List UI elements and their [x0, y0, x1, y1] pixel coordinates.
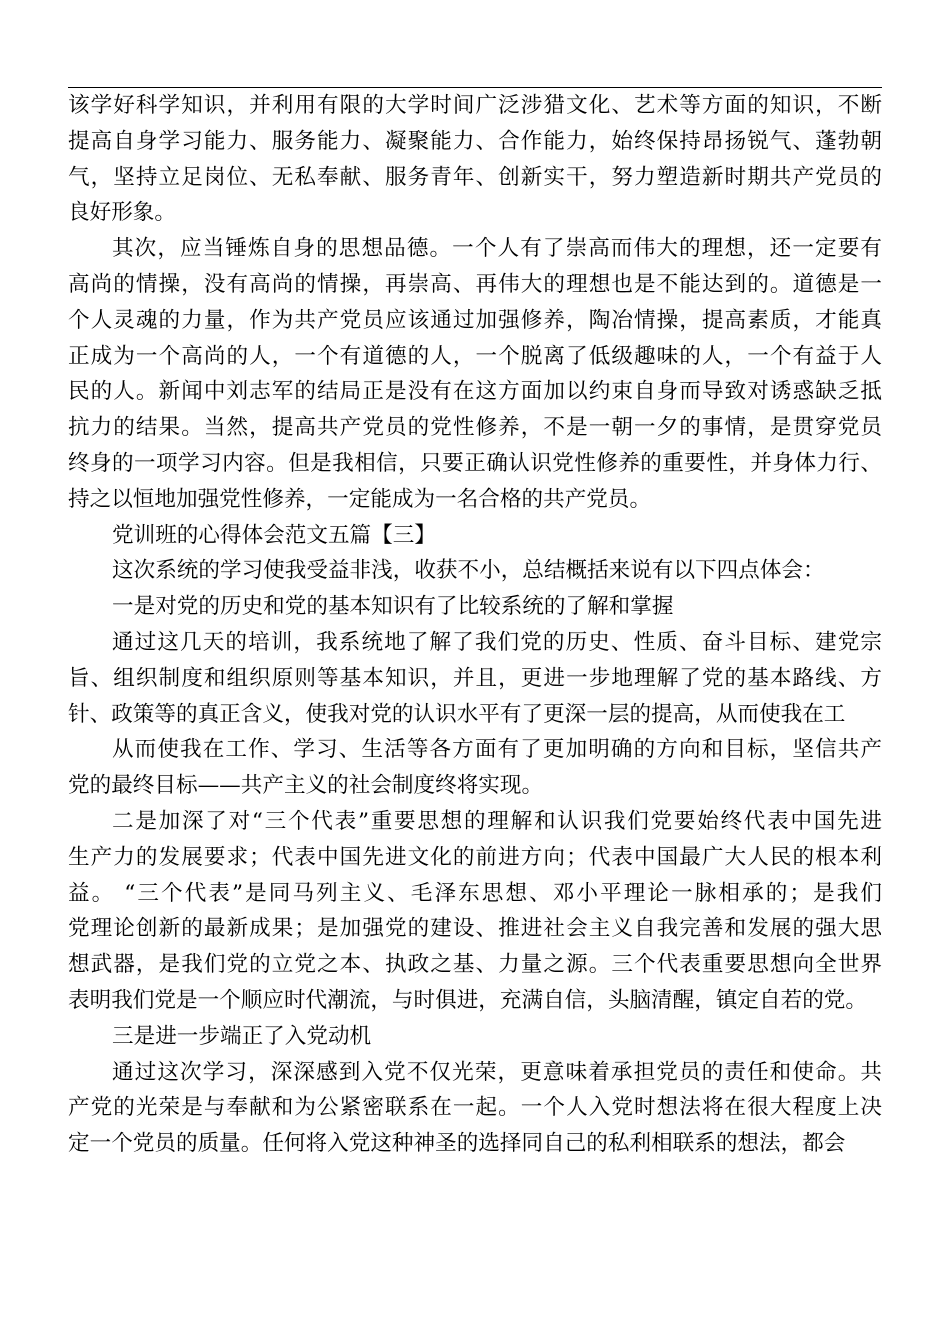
paragraph	[68, 518, 882, 554]
paragraph	[68, 732, 882, 804]
text-line: 良好形象。	[68, 200, 176, 226]
text-line: 从而使我在工作、学习、生活等各方面有了更加明确的方向和目标，坚信共产	[112, 737, 884, 763]
text-line: 旨、组织制度和组织原则等基本知识，并且，更进一步地理解了党的基本路线、方	[68, 665, 884, 691]
paragraph	[68, 804, 885, 1019]
text-line: 党训班的心得体会范文五篇【三】	[112, 522, 436, 548]
paragraph	[68, 589, 882, 625]
paragraph	[68, 88, 882, 231]
text-line: 其次，应当锤炼自身的思想品德。一个人有了崇高而伟大的理想，还一定要有	[112, 236, 884, 262]
text-line: 想武器，是我们党的立党之本、执政之基、力量之源。三个代表重要思想向全世界	[68, 952, 884, 978]
text-line: 三是进一步端正了入党动机	[112, 1023, 372, 1049]
text-line: 持之以恒地加强党性修养，一定能成为一名合格的共产党员。	[68, 486, 652, 512]
paragraph	[68, 1019, 882, 1055]
text-line: 该学好科学知识，并利用有限的大学时间广泛涉猎文化、艺术等方面的知识，不断	[68, 93, 884, 118]
paragraph	[68, 553, 882, 589]
text-line: 产党的光荣是与奉献和为公紧密联系在一起。一个人入党时想法将在很大程度上决	[68, 1095, 884, 1121]
text-line: 针、政策等的真正含义，使我对党的认识水平有了更深一层的提高，从而使我在工	[68, 701, 846, 727]
text-line: 高尚的情操，没有高尚的情操，再崇高、再伟大的理想也是不能达到的。道德是一	[68, 271, 884, 297]
text-line: 生产力的发展要求；代表中国先进文化的前进方向；代表中国最广大人民的根本利	[68, 844, 884, 870]
paragraph	[68, 625, 882, 732]
text-line: 党的最终目标——共产主义的社会制度终将实现。	[68, 773, 544, 799]
text-line: 一是对党的历史和党的基本知识有了比较系统的了解和掌握	[112, 594, 674, 620]
text-line: 民的人。新闻中刘志军的结局正是没有在这方面加以约束自身而导致对诱惑缺乏抵	[68, 379, 884, 405]
text-line: 这次系统的学习使我受益非浅，收获不小，总结概括来说有以下四点体会：	[112, 558, 825, 584]
document-body	[68, 88, 885, 1162]
text-line: 益。 “三个代表”是同马列主义、毛泽东思想、邓小平理论一脉相承的；是我们	[68, 880, 885, 906]
text-line: 终身的一项学习内容。但是我相信，只要正确认识党性修养的重要性，并身体力行、	[68, 450, 883, 476]
text-line: 党理论创新的最新成果；是加强党的建设、推进社会主义自我完善和发展的强大思	[68, 916, 884, 942]
text-line: 通过这次学习，深深感到入党不仅光荣，更意味着承担党员的责任和使命。共	[112, 1059, 884, 1085]
text-line: 提高自身学习能力、服务能力、凝聚能力、合作能力，始终保持昂扬锐气、蓬勃朝	[68, 128, 884, 154]
text-line: 通过这几天的培训，我系统地了解了我们党的历史、性质、奋斗目标、建党宗	[112, 629, 884, 655]
text-line: 正成为一个高尚的人，一个有道德的人，一个脱离了低级趣味的人，一个有益于人	[68, 343, 884, 369]
text-line: 表明我们党是一个顺应时代潮流，与时俱进，充满自信，头脑清醒，镇定自若的党。	[68, 987, 867, 1013]
text-line: 个人灵魂的力量，作为共产党员应该通过加强修养，陶冶情操，提高素质，才能真	[68, 307, 884, 333]
text-line: 定一个党员的质量。任何将入党这种神圣的选择同自己的私利相联系的想法，都会	[68, 1131, 846, 1157]
text-line: 气，坚持立足岗位、无私奉献、服务青年、创新实干，努力塑造新时期共产党员的	[68, 164, 884, 190]
text-line: 抗力的结果。当然，提高共产党员的党性修养，不是一朝一夕的事情，是贯穿党员	[68, 415, 884, 441]
text-line: 二是加深了对“三个代表”重要思想的理解和认识我们党要始终代表中国先进	[112, 808, 884, 834]
paragraph	[68, 1055, 882, 1162]
paragraph	[68, 231, 882, 517]
